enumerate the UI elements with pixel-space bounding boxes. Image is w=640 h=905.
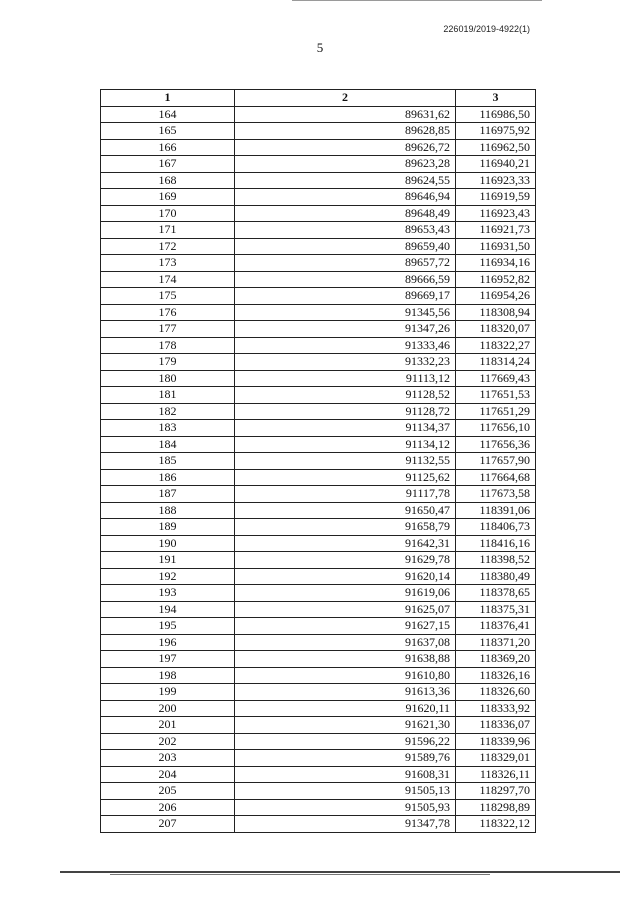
table-row	[101, 321, 536, 338]
table-row	[101, 651, 536, 668]
point-number-cell: 185	[101, 453, 235, 470]
table-row	[101, 453, 536, 470]
point-number-cell: 195	[101, 618, 235, 635]
coordinate-y-cell: 118326,60	[456, 684, 536, 701]
coordinate-y-cell: 118416,16	[456, 535, 536, 552]
point-number-cell: 166	[101, 139, 235, 156]
coordinate-x-cell: 91128,52	[235, 387, 456, 404]
point-number-cell: 187	[101, 486, 235, 503]
table-row	[101, 618, 536, 635]
coordinate-x-cell: 91629,78	[235, 552, 456, 569]
point-number-cell: 176	[101, 304, 235, 321]
point-number-cell: 182	[101, 403, 235, 420]
coordinate-x-cell: 91128,72	[235, 403, 456, 420]
coordinate-y-cell: 117673,58	[456, 486, 536, 503]
table-row	[101, 420, 536, 437]
coordinate-y-cell: 118314,24	[456, 354, 536, 371]
coordinate-y-cell: 118326,11	[456, 766, 536, 783]
coordinate-x-cell: 91134,37	[235, 420, 456, 437]
point-number-cell: 169	[101, 189, 235, 206]
point-number-cell: 202	[101, 733, 235, 750]
coordinate-x-cell: 89659,40	[235, 238, 456, 255]
table-row	[101, 436, 536, 453]
coordinate-y-cell: 116962,50	[456, 139, 536, 156]
point-number-cell: 175	[101, 288, 235, 305]
table-row	[101, 403, 536, 420]
coordinate-y-cell: 118406,73	[456, 519, 536, 536]
coordinate-y-cell: 117656,10	[456, 420, 536, 437]
table-row	[101, 370, 536, 387]
table-row	[101, 486, 536, 503]
coordinate-x-cell: 89657,72	[235, 255, 456, 272]
table-row	[101, 354, 536, 371]
coordinate-y-cell: 117657,90	[456, 453, 536, 470]
point-number-cell: 174	[101, 271, 235, 288]
table-row	[101, 585, 536, 602]
coordinate-y-cell: 116931,50	[456, 238, 536, 255]
coordinate-y-cell: 118297,70	[456, 783, 536, 800]
table-row	[101, 733, 536, 750]
coordinate-x-cell: 89623,28	[235, 156, 456, 173]
table-row	[101, 519, 536, 536]
table-row	[101, 156, 536, 173]
coordinate-y-cell: 118398,52	[456, 552, 536, 569]
coordinate-y-cell: 116975,92	[456, 123, 536, 140]
coordinate-x-cell: 91596,22	[235, 733, 456, 750]
coordinate-y-cell: 117669,43	[456, 370, 536, 387]
point-number-cell: 167	[101, 156, 235, 173]
coordinate-x-cell: 91608,31	[235, 766, 456, 783]
table-row	[101, 816, 536, 833]
table-row	[101, 387, 536, 404]
coordinate-x-cell: 91620,11	[235, 700, 456, 717]
coordinate-x-cell: 89648,49	[235, 205, 456, 222]
coordinate-x-cell: 91589,76	[235, 750, 456, 767]
table-row	[101, 106, 536, 123]
table-row	[101, 684, 536, 701]
coordinate-x-cell: 91132,55	[235, 453, 456, 470]
coordinate-x-cell: 91621,30	[235, 717, 456, 734]
coordinate-x-cell: 91627,15	[235, 618, 456, 635]
point-number-cell: 191	[101, 552, 235, 569]
coordinate-y-cell: 118339,96	[456, 733, 536, 750]
coordinate-y-cell: 116934,16	[456, 255, 536, 272]
coordinate-x-cell: 91347,78	[235, 816, 456, 833]
coordinate-x-cell: 91613,36	[235, 684, 456, 701]
coordinate-x-cell: 89653,43	[235, 222, 456, 239]
column-header-3: 3	[456, 90, 536, 107]
point-number-cell: 206	[101, 799, 235, 816]
coordinate-y-cell: 118369,20	[456, 651, 536, 668]
coordinate-x-cell: 91134,12	[235, 436, 456, 453]
coordinate-x-cell: 91610,80	[235, 667, 456, 684]
point-number-cell: 203	[101, 750, 235, 767]
coordinate-y-cell: 116923,43	[456, 205, 536, 222]
coordinate-y-cell: 116921,73	[456, 222, 536, 239]
coordinate-x-cell: 89631,62	[235, 106, 456, 123]
table-row	[101, 750, 536, 767]
coordinate-y-cell: 116919,59	[456, 189, 536, 206]
table-row	[101, 535, 536, 552]
table-row	[101, 222, 536, 239]
table-row	[101, 667, 536, 684]
coordinate-x-cell: 91505,13	[235, 783, 456, 800]
coordinate-x-cell: 91620,14	[235, 568, 456, 585]
top-scan-line	[292, 0, 542, 1]
coordinate-x-cell: 91625,07	[235, 601, 456, 618]
point-number-cell: 181	[101, 387, 235, 404]
point-number-cell: 190	[101, 535, 235, 552]
coordinate-x-cell: 91638,88	[235, 651, 456, 668]
coordinate-x-cell: 89624,55	[235, 172, 456, 189]
point-number-cell: 177	[101, 321, 235, 338]
coordinate-y-cell: 118326,16	[456, 667, 536, 684]
point-number-cell: 178	[101, 337, 235, 354]
coordinate-x-cell: 91345,56	[235, 304, 456, 321]
coordinate-x-cell: 91333,46	[235, 337, 456, 354]
coordinate-y-cell: 117656,36	[456, 436, 536, 453]
document-id: 226019/2019-4922(1)	[443, 24, 530, 34]
coordinate-x-cell: 91650,47	[235, 502, 456, 519]
table-row	[101, 469, 536, 486]
point-number-cell: 194	[101, 601, 235, 618]
bottom-scan-line	[60, 871, 620, 873]
table-header-row	[101, 90, 536, 107]
point-number-cell: 179	[101, 354, 235, 371]
table-row	[101, 189, 536, 206]
column-header-1: 1	[101, 90, 235, 107]
coordinate-x-cell: 89666,59	[235, 271, 456, 288]
table-row	[101, 717, 536, 734]
coordinate-y-cell: 118375,31	[456, 601, 536, 618]
coordinate-x-cell: 91619,06	[235, 585, 456, 602]
point-number-cell: 204	[101, 766, 235, 783]
coordinate-y-cell: 116952,82	[456, 271, 536, 288]
point-number-cell: 193	[101, 585, 235, 602]
coordinate-y-cell: 118322,27	[456, 337, 536, 354]
point-number-cell: 188	[101, 502, 235, 519]
coordinate-x-cell: 89628,85	[235, 123, 456, 140]
point-number-cell: 186	[101, 469, 235, 486]
point-number-cell: 164	[101, 106, 235, 123]
coordinate-x-cell: 89669,17	[235, 288, 456, 305]
coordinate-y-cell: 118371,20	[456, 634, 536, 651]
coordinate-x-cell: 91113,12	[235, 370, 456, 387]
coordinate-y-cell: 118308,94	[456, 304, 536, 321]
table-row	[101, 238, 536, 255]
coordinate-y-cell: 118298,89	[456, 799, 536, 816]
point-number-cell: 168	[101, 172, 235, 189]
page-number: 5	[316, 40, 324, 55]
coordinate-y-cell: 117664,68	[456, 469, 536, 486]
table-row	[101, 255, 536, 272]
coordinates-table	[100, 89, 536, 833]
point-number-cell: 192	[101, 568, 235, 585]
point-number-cell: 183	[101, 420, 235, 437]
table-row	[101, 766, 536, 783]
coordinate-y-cell: 118320,07	[456, 321, 536, 338]
coordinate-x-cell: 89626,72	[235, 139, 456, 156]
coordinate-y-cell: 118322,12	[456, 816, 536, 833]
table-row	[101, 139, 536, 156]
point-number-cell: 170	[101, 205, 235, 222]
point-number-cell: 172	[101, 238, 235, 255]
coordinate-y-cell: 118380,49	[456, 568, 536, 585]
table-row	[101, 271, 536, 288]
coordinate-y-cell: 116923,33	[456, 172, 536, 189]
point-number-cell: 180	[101, 370, 235, 387]
coordinate-y-cell: 117651,53	[456, 387, 536, 404]
table-row	[101, 304, 536, 321]
bottom-scan-line-secondary	[110, 874, 490, 875]
point-number-cell: 171	[101, 222, 235, 239]
point-number-cell: 184	[101, 436, 235, 453]
point-number-cell: 196	[101, 634, 235, 651]
coordinate-x-cell: 91347,26	[235, 321, 456, 338]
table-row	[101, 205, 536, 222]
table-row	[101, 337, 536, 354]
table-row	[101, 502, 536, 519]
column-header-2: 2	[235, 90, 456, 107]
point-number-cell: 199	[101, 684, 235, 701]
table-row	[101, 568, 536, 585]
coordinate-y-cell: 118378,65	[456, 585, 536, 602]
point-number-cell: 173	[101, 255, 235, 272]
point-number-cell: 207	[101, 816, 235, 833]
table-row	[101, 552, 536, 569]
coordinate-y-cell: 118336,07	[456, 717, 536, 734]
table-body	[101, 106, 536, 832]
table-row	[101, 172, 536, 189]
table-row	[101, 601, 536, 618]
coordinate-x-cell: 91642,31	[235, 535, 456, 552]
point-number-cell: 201	[101, 717, 235, 734]
table-row	[101, 288, 536, 305]
coordinate-y-cell: 116940,21	[456, 156, 536, 173]
coordinate-x-cell: 91117,78	[235, 486, 456, 503]
coordinate-x-cell: 91332,23	[235, 354, 456, 371]
coordinate-x-cell: 89646,94	[235, 189, 456, 206]
table-row	[101, 783, 536, 800]
coordinate-x-cell: 91658,79	[235, 519, 456, 536]
point-number-cell: 165	[101, 123, 235, 140]
point-number-cell: 198	[101, 667, 235, 684]
point-number-cell: 189	[101, 519, 235, 536]
table-row	[101, 634, 536, 651]
coordinate-x-cell: 91505,93	[235, 799, 456, 816]
coordinate-y-cell: 118333,92	[456, 700, 536, 717]
coordinate-y-cell: 117651,29	[456, 403, 536, 420]
coordinate-x-cell: 91637,08	[235, 634, 456, 651]
table-row	[101, 700, 536, 717]
coordinate-y-cell: 116954,26	[456, 288, 536, 305]
coordinate-y-cell: 118391,06	[456, 502, 536, 519]
point-number-cell: 200	[101, 700, 235, 717]
table-row	[101, 123, 536, 140]
coordinate-y-cell: 118376,41	[456, 618, 536, 635]
coordinate-y-cell: 118329,01	[456, 750, 536, 767]
table-row	[101, 799, 536, 816]
point-number-cell: 205	[101, 783, 235, 800]
coordinate-y-cell: 116986,50	[456, 106, 536, 123]
coordinate-x-cell: 91125,62	[235, 469, 456, 486]
point-number-cell: 197	[101, 651, 235, 668]
